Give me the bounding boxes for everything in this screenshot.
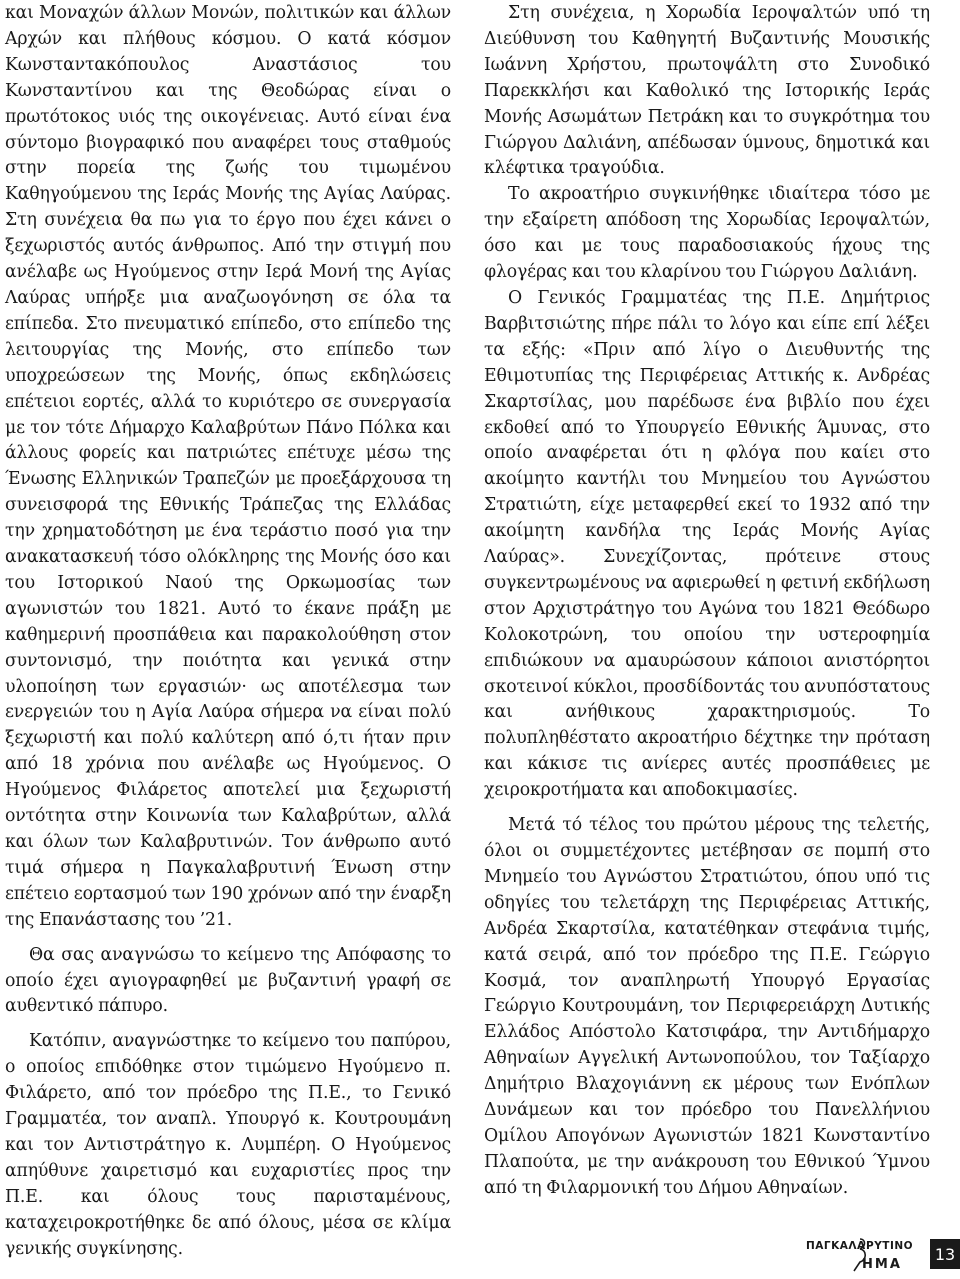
logo-bottom-text: ΗΜΑ [862, 1257, 902, 1272]
paragraph: Κατόπιν, αναγνώστηκε το κείμενο του παπύρου, ο οποίος επιδόθηκε στον τιμώμενο Ηγούμενο π. Φιλάρετο, από τον πρόεδρο της Π.Ε., το Γενικό Γραμματέα, τον αναπλ. Υπουργό κ. Κουτρουμάνη και τον Αντιστράτηγο κ. Λυμπέρη. Ο Ηγούμενος απηύθυνε χαιρετισμό και ευχαριστίες προς την Π.Ε. και όλους τους παρισταμένους, καταχειροκροτήθηκε δε από όλους, μέσα σε κλίμα γενικής συγκίνησης. [5, 1031, 451, 1259]
page-number: 13 [930, 1239, 960, 1269]
paragraph: Μετά τό τέλος του πρώτου μέρους της τελετής, όλοι οι συμμετέχοντες μετέβησαν σε πομπή στο Μνημείο του Αγνώστου Στρατιώτου, όπου υπό τις οδηγίες του τελετάρχη της Περιφέρειας Αττικής, Ανδρέα Σκαρτσίλα, κατατέθηκαν στεφάνια τιμής, κατά σειρά, από τον πρόεδρο της Π.Ε. Γεώργιο Κοσμά, τον αναπληρωτή Υπουργό Εργασίας Γεώργιο Κουτρουμάνη, τον Περιφερειάρχη Δυτικής Ελλάδος Απόστολο Κατσιφάρα, την Αντιδήμαρχο Αθηναίων Αγγελική Αντωνοπούλου, τον Ταξίαρχο Δημήτριο Βλαχογιάννη εκ μέρους των Ενόπλων Δυνάμεων και τον πρόεδρο του Πανελλήνιου Ομίλου Απογόνων Αγωνιστών 1821 Κωνσταντίνο Πλαπούτα, με την ανάκρουση του Εθνικού Ύμνου από τη Φιλαρμονική του Δήμου Αθηναίων. [484, 815, 930, 1198]
right-column [484, 1, 930, 1202]
page-footer [804, 1235, 960, 1273]
publication-logo [804, 1235, 924, 1273]
paragraph: Το ακροατήριο συγκινήθηκε ιδιαίτερα τόσο με την εξαίρετη απόδοση της Χορωδίας Ιεροψαλτών, όσο και με τους παραδοσιακούς ήχους της φλογέρας και του κλαρίνου του Γιώργου Δαλιάνη. [484, 184, 930, 283]
paragraph: Στη συνέχεια, η Χορωδία Ιεροψαλτών υπό τη Διεύθυνση του Καθηγητή Βυζαντινής Μουσικής Ιωάννη Χρήστου, πρωτοψάλτη στο Συνοδικό Παρεκκλήσι και Καθολικό της Ιστορικής Ιεράς Μονής Ασωμάτων Πετράκη και το συγκρότημα του Γιώργου Δαλιάνη, απέδωσαν ύμνους, δημοτικά και κλέφτικα τραγούδια. [484, 3, 930, 179]
paragraph: Ο Γενικός Γραμματέας της Π.Ε. Δημήτριος Βαρβιτσιώτης πήρε πάλι το λόγο και είπε επί λέξει τα εξής: «Πριν από λίγο ο Διευθυντής της Εθιμοτυπίας της Περιφέρειας Αττικής κ. Ανδρέας Σκαρτσίλας, μου παρέδωσε ένα βιβλίο που έχει εκδοθεί από το Υπουργείο Εθνικής Άμυνας, στο οποίο αναφέρεται ότι η φλόγα που καίει στο ακοίμητο καντήλι του Μνημείου του Αγνώστου Στρατιώτη, είχε μεταφερθεί εκεί το 1932 από την ακοίμητη κανδήλα της Ιεράς Μονής Αγίας Λαύρας». Συνεχίζοντας, πρότεινε στους συγκεντρωμένους να αφιερωθεί η φετινή εκδήλωση στον Αρχιστράτηγο του Αγώνα του 1821 Θεόδωρο Κολοκοτρώνη, του οποίου την υστεροφημία επιδιώκουν να αμαυρώσουν κάποιοι ανιστόρητοι σκοτεινοί κύκλοι, προσδίδοντάς του ανυπόστατους και ανήθικους χαρακτηρισμούς. Το πολυπληθέστατο ακροατήριο δέχτηκε την πρόταση και κάκισε τις ανίερες αυτές προσπάθειες με χειροκροτήματα και αποδοκιμασίες. [484, 287, 930, 801]
paragraph: και Μοναχών άλλων Μονών, πολιτικών και άλλων Αρχών και πλήθους κόσμου. Ο κατά κόσμον Κωνσταντακόπουλος Αναστάσιος του Κωνσταντίνου και της Θεοδώρας είναι ο πρωτότοκος υιός της οικογένειας. Αυτό είναι ένα σύντομο βιογραφικό που αναφέρει τους σταθμούς στην πορεία της ζωής του τιμωμένου Καθηγούμενου της Ιεράς Μονής της Αγίας Λαύρας. Στη συνέχεια θα πω για το έργο που έχει κάνει ο ξεχωριστός αυτός άνθρωπος. Από την στιγμή που ανέλαβε ως Ηγούμενος στην Ιερά Μονή της Αγίας Λαύρας υπήρξε μια αναζωογόνηση σε όλα τα επίπεδα. Στο πνευματικό επίπεδο, στο επίπεδο της λειτουργίας της Μονής, στο επίπεδο των υποχρεώσεων της Μονής, όπως εκδηλώσεις επέτειοι εορτές, αλλά το κυριότερο σε συνεργασία με τον τότε Δήμαρχο Καλαβρύτων Πάνο Πόλκα και άλλους φορείς και πατριώτες επέτυχε μέσω της Ένωσης Ελληνικών Τραπεζών με προεξάρχουσα τη συνεισφορά της Εθνικής Τράπεζας της Ελλάδας την χρηματοδότηση με ένα τεράστιο ποσό για την ανακατασκευή τόσο ολόκληρης της Μονής όσο και του Ιστορικού Ναού της Ορκωμοσίας των αγωνιστών του 1821. Αυτό το έκανε πράξη με καθημερινή προσπάθεια και παρακολούθηση στον συντονισμό, την ποιότητα και γενικά στην υλοποίηση των εργασιών· ως αποτέλεσμα των ενεργειών του η Αγία Λαύρα σήμερα να είναι πολύ ξεχωριστή και πολύ καλύτερη από ό,τι ήταν πριν από 18 χρόνια που ανέλαβε ως Ηγούμενος. Ο Ηγούμενος Φιλάρετος αποτελεί μια ξεχωριστή οντότητα στην Κοινωνία των Καλαβρύτων, αλλά και όλων των Καλαβρυτινών. Τον άνθρωπο αυτό τιμά σήμερα η Παγκαλαβρυτινή Ένωση στην επέτειο εορτασμού των 190 χρόνων από την έναρξη της Επανάστασης του ’21. [5, 3, 451, 930]
left-column [5, 1, 451, 1263]
logo-top-right-text: ΡΥΤΙΝΟ [866, 1240, 914, 1252]
logo-mark-icon [804, 1235, 924, 1273]
paragraph: Θα σας αναγνώσω το κείμενο της Απόφασης το οποίο έχει αγιογραφηθεί με βυζαντινή γραφή σε αυθεντικό πάπυρο. [5, 944, 451, 1017]
logo-top-text: ΠΑΓΚΑΛΑ [806, 1240, 866, 1252]
